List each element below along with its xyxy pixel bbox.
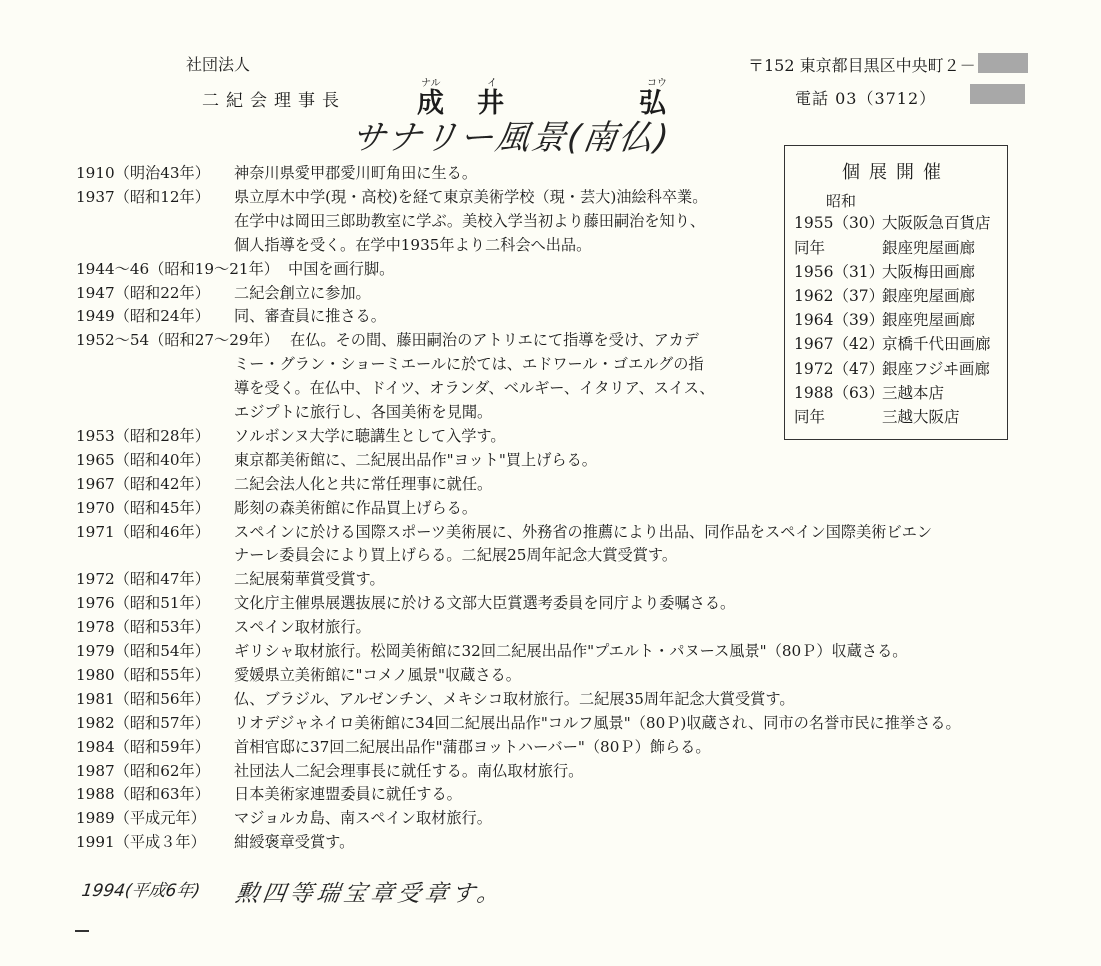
timeline-date: 1989（平成元年） [76,809,206,828]
timeline-date: 1949（昭和24年） [76,307,210,326]
redaction-address [978,53,1028,73]
timeline-date: 1971（昭和46年） [76,522,210,541]
timeline-date: 1976（昭和51年） [76,594,210,613]
name-char-3: 弘 [639,88,666,119]
timeline-date: 1984（昭和59年） [76,737,210,756]
ruby-1: ナル [421,78,441,89]
timeline-text: ソルボンヌ大学に聴講生として入学す。 [234,426,506,445]
timeline-text: 文化庁主催県展選抜展に於ける文部大臣賞選考委員を同庁より委嘱さる。 [234,594,736,613]
timeline-text: 中国を画行脚。 [288,259,395,278]
timeline-date: 1991（平成３年） [76,833,206,852]
exhibition-venue: 大阪阪急百貨店 [882,214,991,232]
timeline-date: 1972（昭和47年） [76,570,210,589]
exhibition-venue: 大阪梅田画廊 [882,263,976,281]
timeline-text: 彫刻の森美術館に作品買上げらる。 [234,498,477,517]
exhibition-venue: 京橋千代田画廊 [882,335,991,353]
timeline-text: 神奈川県愛甲郡愛川町角田に生る。 [234,164,477,182]
timeline-text: リオデジャネイロ美術館に34回二紀展出品作"コルフ風景"（80Ｐ)収蔵され、同市の名誉市民に推挙さる。 [234,713,961,732]
exhibition-venue: 銀座フジヰ画廊 [882,360,990,378]
timeline-date: 1970（昭和45年） [76,498,210,517]
timeline-date: 1978（昭和53年） [76,618,210,637]
timeline-text: 在仏。その間、藤田嗣治のアトリエにて指導を受け、アカデ [290,331,699,350]
exhibition-item [794,308,975,330]
exhibition-item [794,236,975,258]
exhibition-item [794,332,991,354]
organization-label: 社団法人 [186,55,251,74]
timeline-date: 1952～54（昭和27～29年） [76,331,279,350]
timeline-text: ギリシャ取材旅行。松岡美術館に32回二紀展出品作"プエルト・パヌース風景"（80Ｐ）収蔵さる。 [234,642,908,660]
timeline-text: 二紀展菊華賞受賞す。 [234,570,385,589]
exhibition-year: 1964（39） [794,311,885,329]
timeline-text: 二紀会法人化と共に常任理事に就任。 [234,474,493,493]
timeline-text: 在学中は岡田三郎助教室に学ぶ。美校入学当初より藤田嗣治を知り、 [234,211,706,230]
exhibition-year: 1956（31） [794,263,885,281]
timeline-text: 社団法人二紀会理事長に就任する。南仏取材旅行。 [234,761,584,780]
handwritten-entry-text: 勲四等瑞宝章受章す。 [233,881,506,907]
exhibition-year: 1955（30） [794,214,885,232]
name-char-1: 成 [417,88,444,119]
handwritten-subtitle: サナリー風景(南仏) [348,118,673,158]
timeline-text: マジョルカ島、南スペイン取材旅行。 [234,809,492,828]
exhibition-year: 1988（63） [794,384,885,402]
solo-exhibitions-box [784,145,1008,440]
exhibition-item [794,405,960,427]
exhibition-item [794,284,975,306]
era-label: 昭和 [826,192,857,210]
timeline-text: 個人指導を受く。在学中1935年より二科会へ出品。 [234,235,592,254]
exhibition-venue: 銀座兜屋画廊 [882,311,976,329]
exhibition-item [794,260,975,282]
timeline-text: 県立厚木中学(現・高校)を経て東京美術学校（現・芸大)油絵科卒業。 [234,187,708,206]
timeline-date: 1981（昭和56年） [76,689,210,708]
timeline-text: スペインに於ける国際スポーツ美術展に、外務省の推薦により出品、同作品をスペイン国際美術ビエン [234,522,933,541]
timeline-text: ナーレ委員会により買上げらる。二紀展25周年記念大賞受賞す。 [234,546,678,565]
timeline-date: 1980（昭和55年） [76,665,210,684]
exhibition-venue: 三越大阪店 [882,408,960,426]
position-title: 二紀会理事長 [202,91,346,111]
timeline-date: 1965（昭和40年） [76,450,210,469]
timeline-text: ミー・グラン・ショーミエールに於ては、エドワール・ゴエルグの指 [234,355,704,374]
exhibition-year: 同年 [794,408,826,426]
timeline-text: エジプトに旅行し、各国美術を見聞。 [234,403,493,421]
exhibition-item [794,211,991,233]
timeline-text: 同、審査員に推さる。 [234,307,386,326]
timeline-date: 1947（昭和22年） [76,283,210,302]
exhibition-venue: 銀座兜屋画廊 [882,287,976,305]
ruby-2: イ [487,78,497,89]
timeline-date: 1910（明治43年） [76,164,210,182]
timeline-text: スペイン取材旅行。 [234,618,371,637]
name-char-2: 井 [477,88,504,119]
timeline-text: 仏、ブラジル、アルゼンチン、メキシコ取材旅行。二紀展35周年記念大賞受賞す。 [234,689,795,708]
exhibition-venue: 三越本店 [882,384,945,402]
exhibition-item [794,381,944,403]
timeline-text: 導を受く。在仏中、ドイツ、オランダ、ベルギー、イタリア、スイス、 [234,379,715,398]
timeline-date: 1988（昭和63年） [76,785,210,804]
timeline-text: 首相官邸に37回二紀展出品作"蒲郡ヨットハーバー"（80Ｐ）飾らる。 [234,737,711,756]
bottom-divider [75,930,89,932]
timeline-text: 紺綬褒章受賞す。 [234,833,355,852]
timeline-date: 1982（昭和57年） [76,713,210,732]
exhibition-venue: 銀座兜屋画廊 [882,239,976,257]
exhibition-year: 同年 [794,239,826,257]
timeline-date: 1944～46（昭和19～21年） [76,259,279,278]
timeline-date: 1987（昭和62年） [76,761,210,780]
exhibition-item [794,357,990,379]
ruby-3: コウ [647,78,667,89]
exhibitions-title: 個展開催 [842,162,950,183]
redaction-tel [970,84,1025,104]
exhibition-year: 1962（37） [794,287,885,305]
timeline-text: 東京都美術館に、二紀展出品作"ヨット"買上げらる。 [234,450,597,469]
handwritten-date: 1994(平成6年) [80,881,202,901]
timeline-text: 愛媛県立美術館に"コメノ風景"収蔵さる。 [234,665,521,684]
timeline-date: 1967（昭和42年） [76,474,210,493]
timeline-date: 1979（昭和54年） [76,642,210,660]
timeline-date: 1937（昭和12年） [76,187,210,206]
timeline-text: 日本美術家連盟委員に就任する。 [234,785,462,804]
exhibition-year: 1967（42） [794,335,885,353]
timeline-date: 1953（昭和28年） [76,426,210,445]
address: 〒152 東京都目黒区中央町２－ [748,56,976,75]
exhibition-year: 1972（47） [794,360,885,378]
telephone: 電話 03（3712） [795,89,937,108]
timeline-text: 二紀会創立に参加。 [234,283,371,302]
